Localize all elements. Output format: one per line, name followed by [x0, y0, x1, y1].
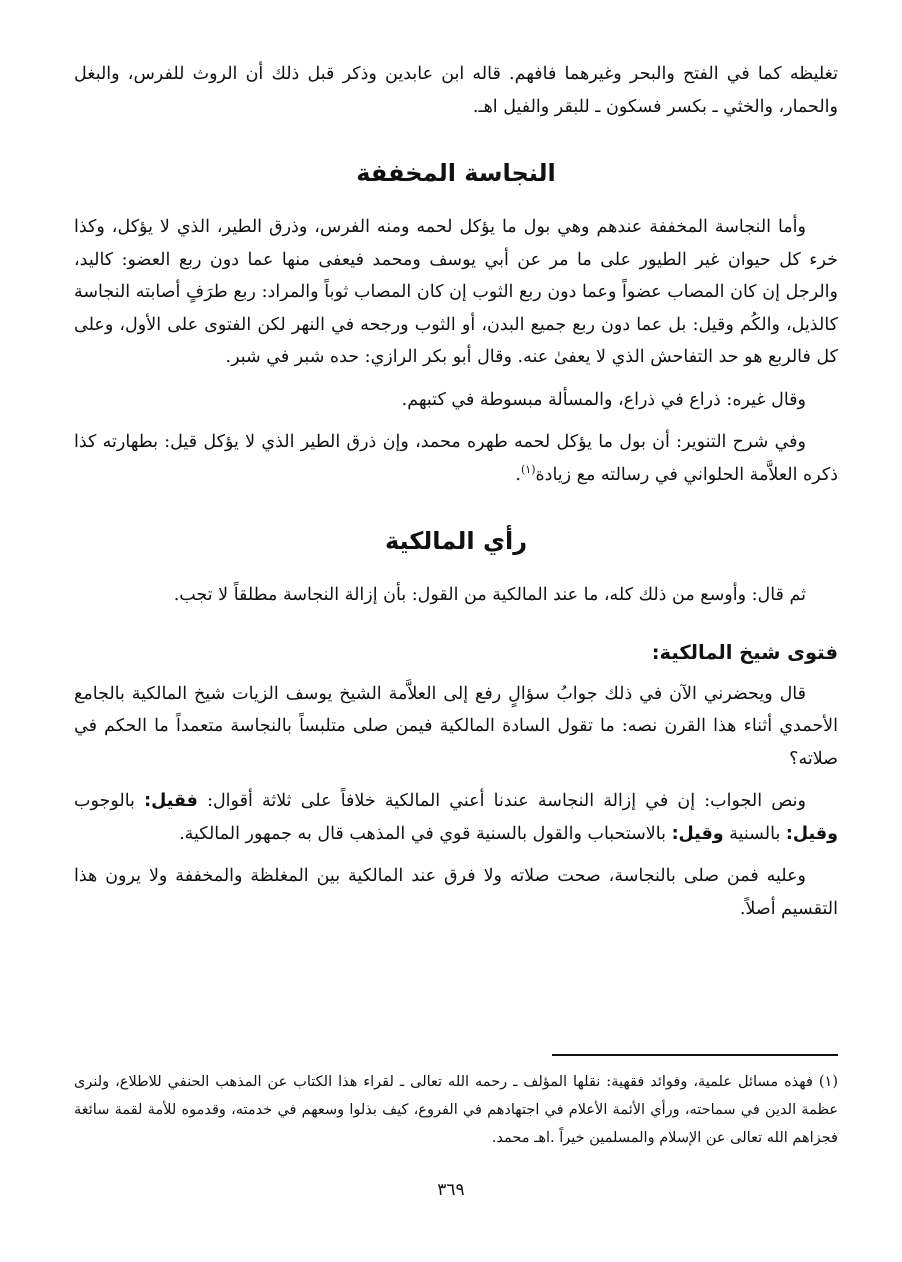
fatwa-answer-part2: بالوجوب — [74, 791, 145, 811]
page-body — [74, 58, 838, 935]
paragraph-mukhaffafa-other-opinion: وقال غيره: ذراع في ذراع، والمسألة مبسوطة في كتبهم. — [401, 389, 806, 410]
fatwa-answer-part3: بالسنية — [723, 823, 786, 844]
paragraph-tanwir-text: وفي شرح التنوير: أن بول ما يؤكل لحمه طهره محمد، وإن ذرق الطير الذي لا يؤكل قيل: بطهارته كذا ذكره العلاَّمة الحلواني في رسالته مع زيادة — [74, 432, 838, 485]
paragraph-mukhaffafa-definition: وأما النجاسة المخففة عندهم وهي بول ما يؤكل لحمه ومنه الفرس، وذرق الطير، الذي لا يؤكل، وكذا خرء كل حيوان غير الطيور على ما مر عن أبي يوسف ومحمد فيعفى منها عما دون ربع العضو: كاليد، والرجل إن كان المصاب عضواً وعما دون ربع الثوب إن كان المصاب ثوباً والمراد: ربع طرَفٍ أصابته النجاسة كالذيل، والكُم وقيل: بل عما دون ربع جميع البدن، أو الثوب ورجحه في النهر لكن الفتوى على الأول، وعلى كل فالربع هو حد التفاحش الذي لا يعفىٰ عنه. وقال أبو بكر الرازي: حده شبر في شبر. — [74, 217, 838, 367]
footnote-divider — [552, 1054, 838, 1056]
footnote-reference: (١) — [520, 462, 536, 476]
paragraph-tanwir — [74, 426, 838, 491]
fatwa-question: قال ويحضرني الآن في ذلك جوابُ سؤالٍ رفع إلى العلاَّمة الشيخ يوسف الزيات شيخ المالكية بالجامع الأحمدي أثناء هذا القرن نصه: ما تقول السادة المالكية فيمن صلى متلبساً بالنجاسة متعمداً ما الحكم في صلاته؟ — [74, 683, 838, 769]
section-title-mukhaffafa: النجاسة المخففة — [356, 159, 556, 187]
fatwa-answer-bold1: فقيل: — [144, 791, 198, 811]
paragraph-malikiyya: ثم قال: وأوسع من ذلك كله، ما عند المالكية من القول: بأن إزالة النجاسة مطلقاً لا تجب. — [173, 585, 806, 605]
intro-paragraph: تغليظه كما في الفتح والبحر وغيرهما فافهم. قاله ابن عابدين وذكر قبل ذلك أن الروث للفرس، والبغل والحمار، والخثي ـ بكسر فسكون ـ للبقر والفيل اهـ. — [74, 64, 838, 117]
fatwa-conclusion: وعليه فمن صلى بالنجاسة، صحت صلاته ولا فرق عند المالكية بين المغلظة والمخففة ولا يرون هذا التقسيم أصلاً. — [74, 866, 838, 919]
fatwa-answer-bold3: وقيل: — [671, 823, 724, 844]
fatwa-answer-part4: بالاستحباب والقول بالسنية قوي في المذهب قال به جمهور المالكية. — [179, 823, 672, 844]
page-number: ٣٦٩ — [437, 1180, 465, 1200]
fatwa-title: فتوى شيخ المالكية: — [651, 640, 838, 664]
section-title-malikiyya: رأي المالكية — [384, 527, 528, 555]
fatwa-answer-part1: ونص الجواب: إن في إزالة النجاسة عندنا أعني المالكية خلافاً على ثلاثة أقوال: — [197, 791, 806, 811]
paragraph-tanwir-end: . — [515, 464, 521, 485]
footnote: (١) فهذه مسائل علمية، وفوائد فقهية: نقلها المؤلف ـ رحمه الله تعالى ـ لقراء هذا الكتاب عن المذهب الحنفي للاطلاع، ولنرى عظمة الدين في سماحته، ورأي الأئمة الأعلام في اجتهادهم في الفروع، كيف بذلوا وسعهم في خدمته، وقدموه للأمة لقمة سائغة فجزاهم الله تعالى عن الإسلام والمسلمين خيراً .اهـ محمد. — [74, 1074, 838, 1146]
fatwa-answer — [74, 785, 838, 850]
fatwa-answer-bold2: وقيل: — [785, 823, 838, 844]
